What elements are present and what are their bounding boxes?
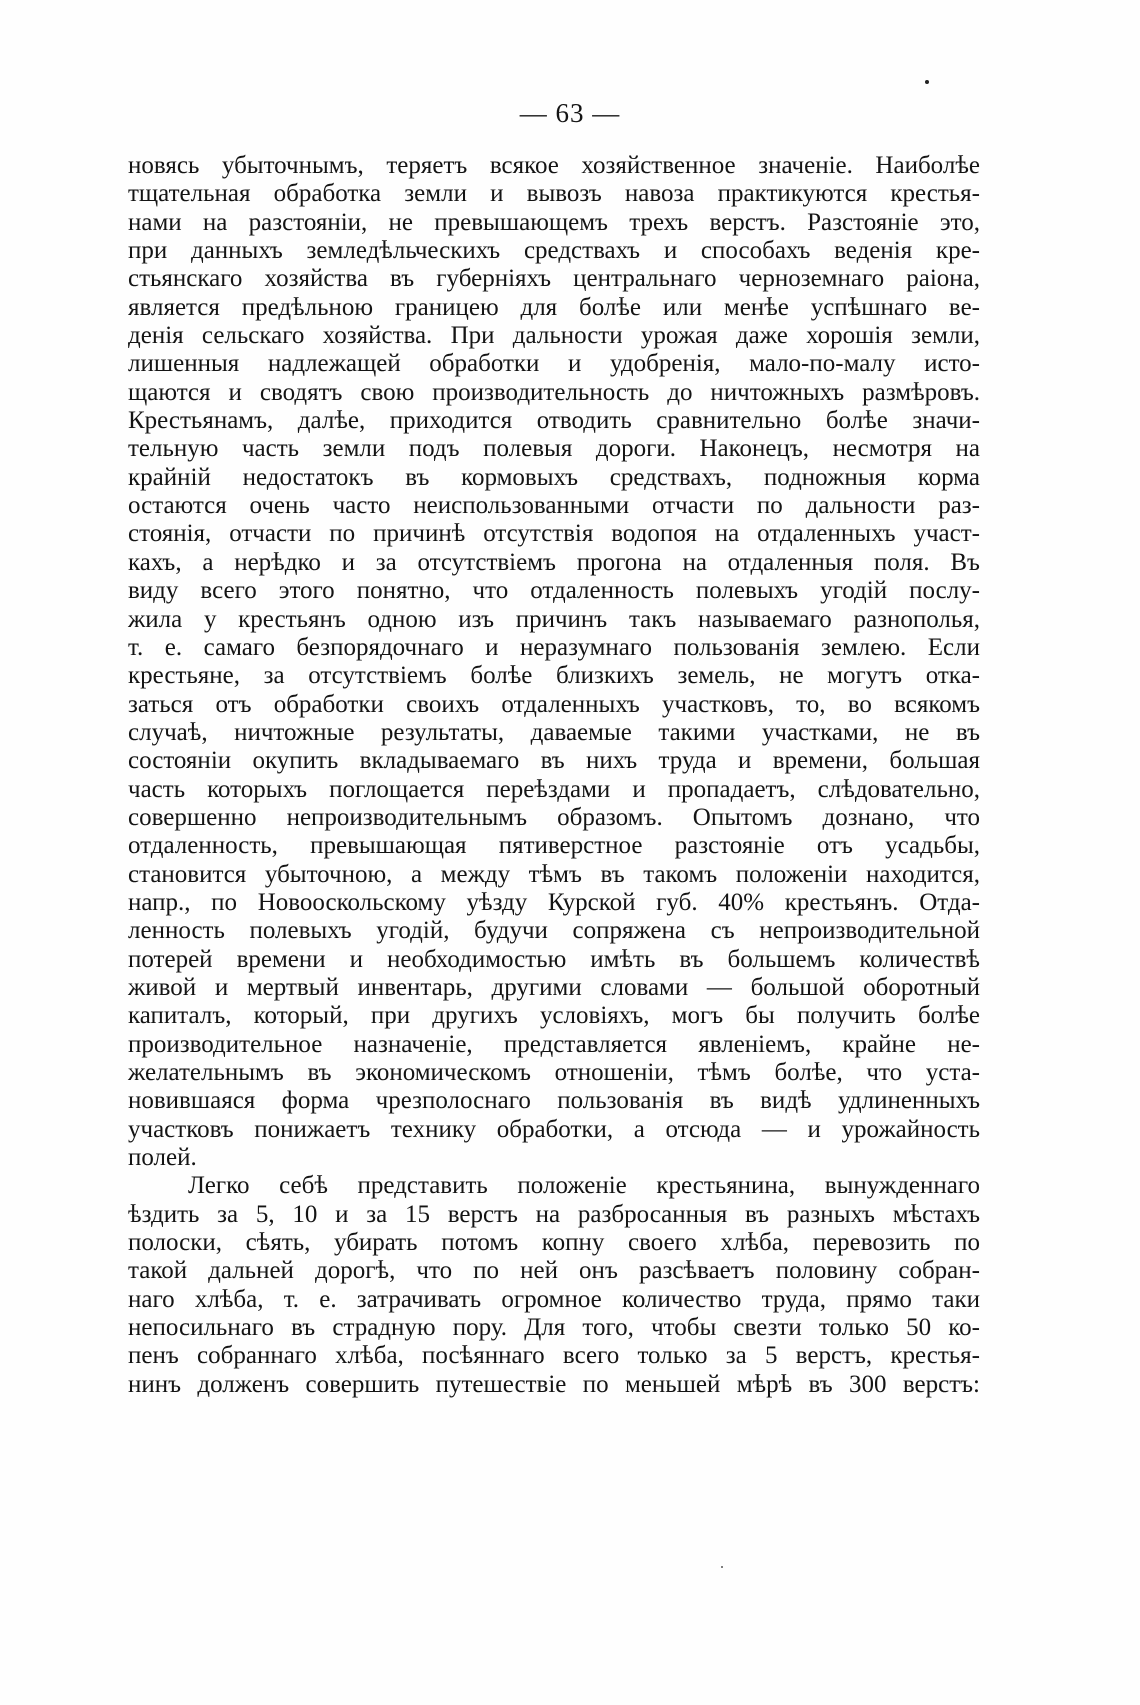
- text-line: наго хлѣба, т. е. затрачивать огромное количество труда, прямо таки: [128, 1285, 980, 1313]
- text-line: тщательная обработка земли и вывозъ навоза практикуются крестья-: [128, 180, 980, 208]
- text-line: крайнiй недостатокъ въ кормовыхъ средствахъ, подножныя корма: [128, 463, 980, 491]
- text-line: нинъ долженъ совершить путешествiе по меньшей мѣрѣ въ 300 верстъ:: [128, 1370, 980, 1398]
- text-line: напр., по Новооскольскому уѣзду Курской губ. 40% крестьянъ. Отда-: [128, 888, 980, 916]
- text-line: новившаяся форма чрезполоснаго пользованiя въ видѣ удлиненныхъ: [128, 1087, 980, 1115]
- text-line: живой и мертвый инвентарь, другими словами — большой оборотный: [128, 973, 980, 1001]
- text-line: производительное назначенiе, представляется явленiемъ, крайне не-: [128, 1030, 980, 1058]
- text-line: тельную часть земли подъ полевыя дороги. Наконецъ, несмотря на: [128, 435, 980, 463]
- text-line: т. е. самаго безпорядочнаго и неразумнаго пользованiя землею. Если: [128, 633, 980, 661]
- paragraph-end-line: полей.: [128, 1144, 197, 1172]
- text-line: непосильнаго въ страдную пору. Для того, чтобы свезти только 50 ко-: [128, 1314, 980, 1342]
- text-line: остаются очень часто неиспользованными отчасти по дальности раз-: [128, 492, 980, 520]
- text-line: кахъ, а нерѣдко и за отсутствiемъ прогона на отдаленныя поля. Въ: [128, 548, 980, 576]
- text-line: заться отъ обработки своихъ отдаленныхъ участковъ, то, во всякомъ: [128, 690, 980, 718]
- text-line: лишенныя надлежащей обработки и удобренiя, мало-по-малу исто-: [128, 350, 980, 378]
- text-line: Крестьянамъ, далѣе, приходится отводить сравнительно болѣе значи-: [128, 407, 980, 435]
- text-line: желательнымъ въ экономическомъ отношенiи, тѣмъ болѣе, что уста-: [128, 1059, 980, 1086]
- text-line: случаѣ, ничтожные результаты, даваемые такими участками, не въ: [128, 718, 980, 746]
- body-text: [128, 152, 980, 1399]
- text-line: становится убыточною, а между тѣмъ въ такомъ положенiи находится,: [128, 860, 980, 888]
- text-line: состоянiи окупить вкладываемаго въ нихъ труда и времени, большая: [128, 747, 980, 775]
- ink-speck: [721, 1566, 723, 1568]
- text-line: щаются и сводятъ свою производительность до ничтожныхъ размѣровъ.: [128, 378, 980, 406]
- text-line: такой дальней дорогѣ, что по ней онъ разсѣваетъ половину собран-: [128, 1257, 980, 1285]
- text-line: совершенно непроизводительнымъ образомъ. Опытомъ дознано, что: [128, 803, 980, 831]
- text-line: ленность полевыхъ угодiй, будучи сопряжена съ непроизводительной: [128, 917, 980, 945]
- ink-speck: [925, 80, 929, 84]
- text-line: является предѣльною границею для болѣе или менѣе успѣшнаго ве-: [128, 293, 980, 321]
- text-line: жила у крестьянъ одною изъ причинъ такъ называемаго разнополья,: [128, 605, 980, 633]
- text-line: потерей времени и необходимостью имѣть въ большемъ количествѣ: [128, 945, 980, 973]
- text-line: отдаленность, превышающая пятиверстное разстоянiе отъ усадьбы,: [128, 832, 980, 860]
- text-line: полоски, сѣять, убирать потомъ копну своего хлѣба, перевозить по: [128, 1229, 980, 1257]
- text-line: крестьяне, за отсутствiемъ болѣе близкихъ земель, не могутъ отка-: [128, 662, 980, 690]
- text-line: часть которыхъ поглощается переѣздами и пропадаетъ, слѣдовательно,: [128, 775, 980, 803]
- paragraph-start-line: Легко себѣ представить положенiе крестьянина, вынужденнаго: [188, 1172, 980, 1200]
- text-line: пенъ собраннаго хлѣба, посѣяннаго всего только за 5 верстъ, крестья-: [128, 1342, 980, 1370]
- text-line: денiя сельскаго хозяйства. При дальности урожая даже хорошiя земли,: [128, 322, 980, 350]
- text-line: виду всего этого понятно, что отдаленность полевыхъ угодiй послу-: [128, 577, 980, 605]
- text-line: стьянскаго хозяйства въ губернiяхъ центральнаго черноземнаго раiона,: [128, 265, 980, 293]
- text-line: при данныхъ земледѣльческихъ средствахъ и способахъ веденiя кре-: [128, 237, 980, 265]
- text-line: новясь убыточнымъ, теряетъ всякое хозяйственное значенiе. Наиболѣе: [128, 152, 980, 179]
- text-line: участковъ понижаетъ технику обработки, а отсюда — и урожайность: [128, 1115, 980, 1143]
- text-line: стоянiя, отчасти по причинѣ отсутствiя водопоя на отдаленныхъ участ-: [128, 520, 980, 548]
- text-line: ѣздить за 5, 10 и за 15 верстъ на разбросанныя въ разныхъ мѣстахъ: [128, 1200, 980, 1228]
- text-line: нами на разстоянiи, не превышающемъ трехъ верстъ. Разстоянiе это,: [128, 208, 980, 236]
- text-line: капиталъ, который, при другихъ условiяхъ, могъ бы получить болѣе: [128, 1002, 980, 1030]
- page-number: — 63 —: [519, 98, 621, 128]
